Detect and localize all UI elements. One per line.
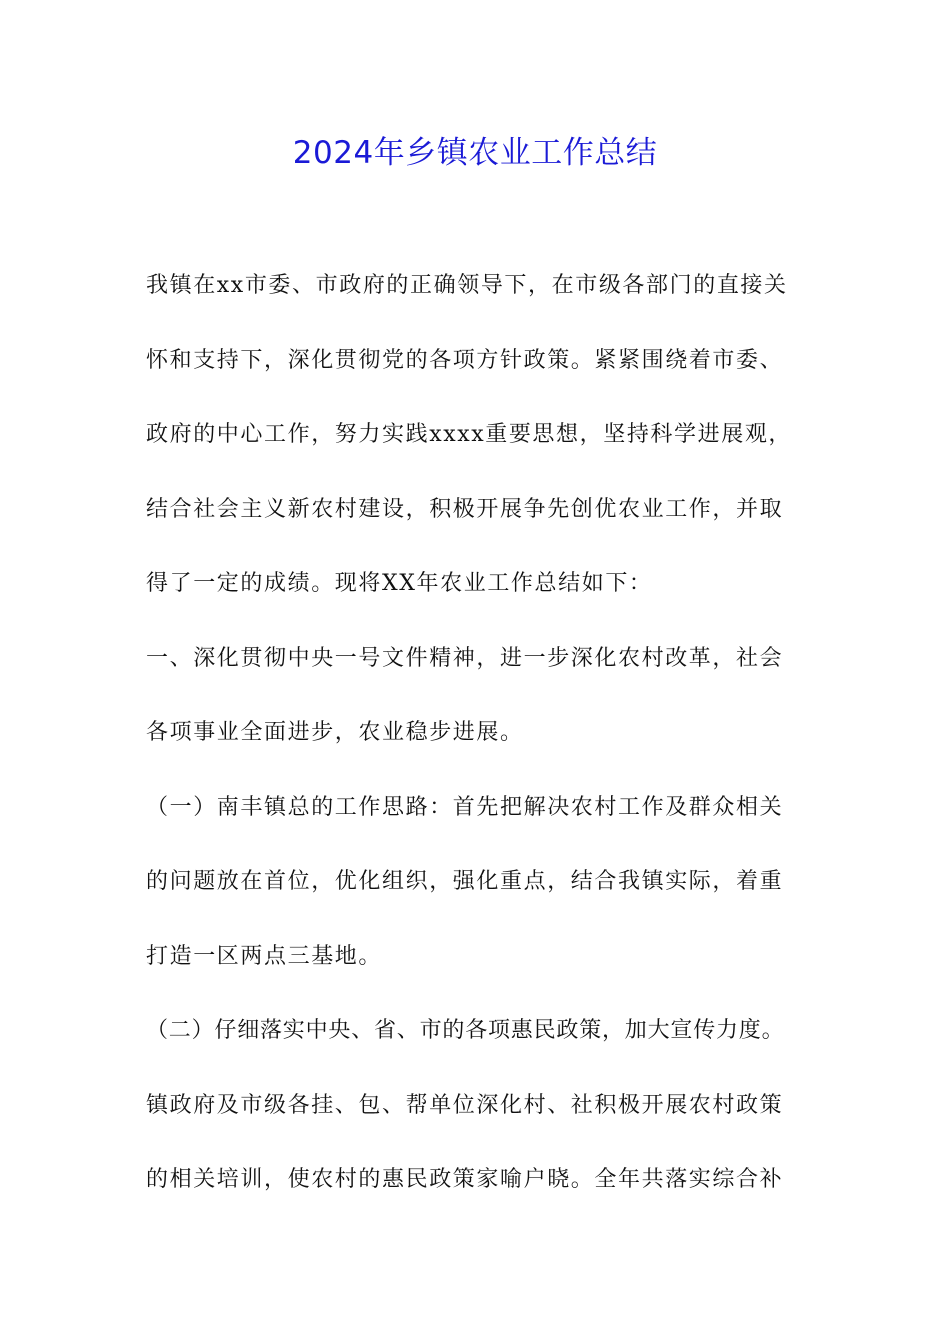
body-line: 打造一区两点三基地。 — [146, 943, 383, 969]
body-line: （一）南丰镇总的工作思路：首先把解决农村工作及群众相关 — [146, 794, 784, 820]
body-line: 的问题放在首位，优化组织，强化重点，结合我镇实际，着重 — [146, 869, 784, 894]
document-title: 2024年乡镇农业工作总结 — [292, 135, 658, 171]
document-body — [146, 264, 836, 1233]
body-line: （二）仔细落实中央、省、市的各项惠民政策，加大宣传力度。 — [146, 1018, 785, 1043]
body-line: 政府的中心工作，努力实践xxxx重要思想，坚持科学进展观， — [146, 422, 793, 447]
section-heading-line: 一、深化贯彻中央一号文件精神，进一步深化农村改革，社会 — [146, 645, 784, 671]
section-heading-line: 各项事业全面进步，农业稳步进展。 — [146, 720, 524, 745]
body-line: 镇政府及市级各挂、包、帮单位深化村、社积极开展农村政策 — [146, 1092, 784, 1118]
body-line: 结合社会主义新农村建设，积极开展争先创优农业工作，并取 — [146, 496, 784, 522]
body-line: 的相关培训，使农村的惠民政策家喻户晓。全年共落实综合补 — [146, 1167, 784, 1192]
body-line: 怀和支持下，深化贯彻党的各项方针政策。紧紧围绕着市委、 — [146, 347, 784, 373]
body-line: 得了一定的成绩。现将XX年农业工作总结如下： — [146, 571, 653, 596]
body-line: 我镇在xx市委、市政府的正确领导下，在市级各部门的直接关 — [146, 273, 788, 298]
